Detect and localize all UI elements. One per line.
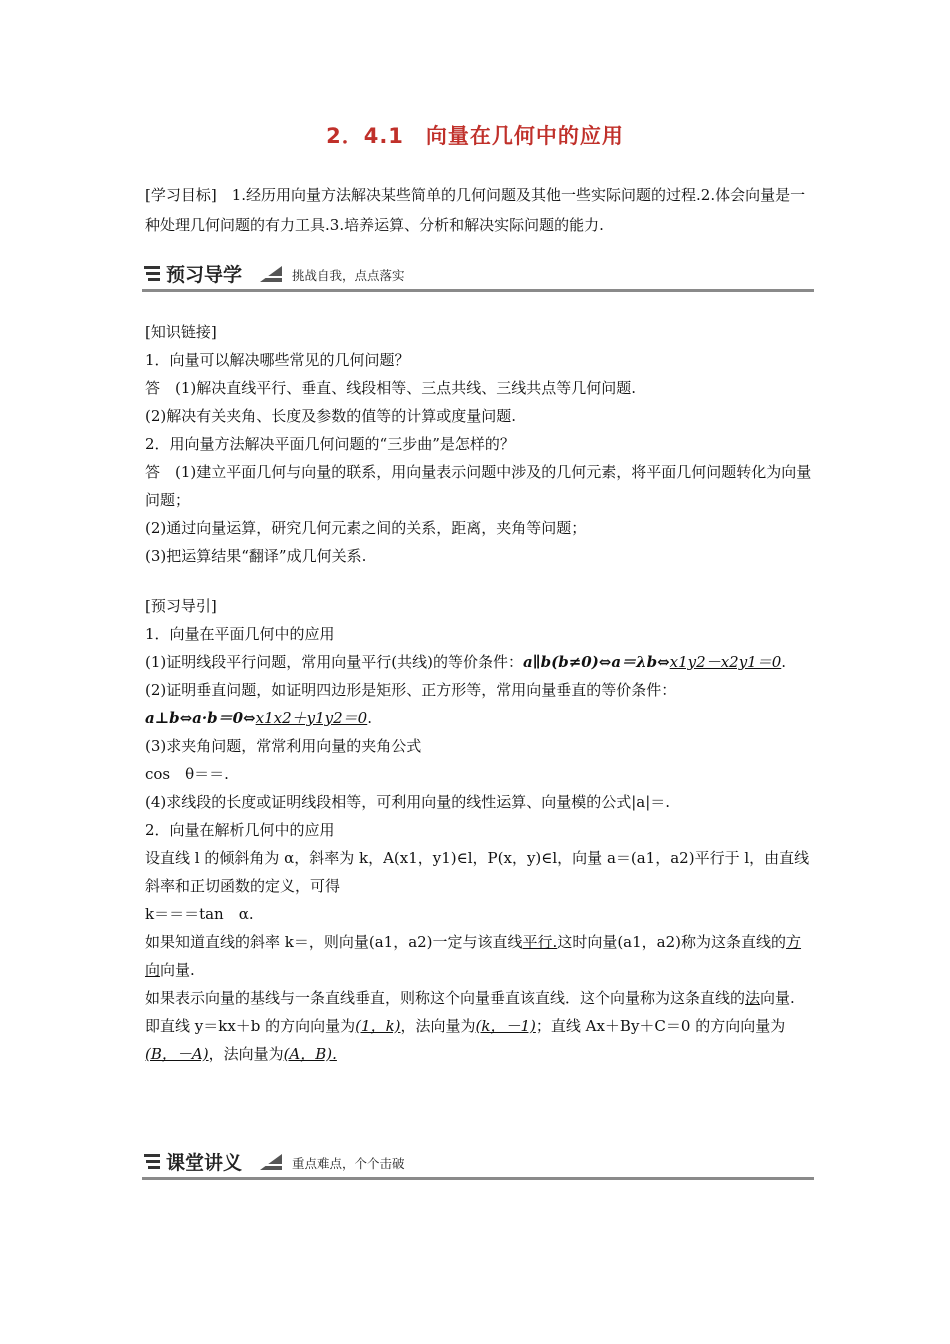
angle-formula: cos θ＝＝.: [145, 765, 229, 783]
question-1: 1．向量可以解决哪些常见的几何问题？: [145, 351, 410, 369]
banner-stripes-icon: [144, 264, 162, 284]
section-subtitle: 重点难点，个个击破: [292, 1156, 405, 1171]
preview-section-2: 2．向量在解析几何中的应用: [145, 821, 335, 839]
question-2: 2．用向量方法解决平面几何问题的“三步曲”是怎样的？: [145, 435, 515, 453]
section-subtitle: 挑战自我，点点落实: [292, 268, 405, 283]
knowledge-label: [知识链接]: [145, 323, 217, 341]
banner-wedge-icon: [260, 266, 282, 282]
angle-formula-text: (3)求夹角问题，常常利用向量的夹角公式: [145, 737, 422, 755]
preview-section-1: 1．向量在平面几何中的应用: [145, 625, 335, 643]
length-formula: (4)求线段的长度或证明线段相等，可利用向量的线性运算、向量模的公式|a|＝.: [145, 793, 671, 811]
banner-wedge-icon: [260, 1154, 282, 1170]
banner-rule: [142, 289, 814, 292]
answer-2-part-2: (2)通过向量运算，研究几何元素之间的关系，距离，夹角等问题；: [145, 519, 587, 537]
parallel-condition: (1)证明线段平行问题，常用向量平行(共线)的等价条件：a∥b(b≠0)⇔a＝λb⇔x1y2－x2y1＝0.: [145, 653, 787, 671]
perpendicular-condition-text: (2)证明垂直问题，如证明四边形是矩形、正方形等，常用向量垂直的等价条件：: [145, 681, 677, 699]
slope-formula: k＝＝＝tan α.: [145, 905, 254, 923]
learning-objectives: [学习目标] 1.经历用向量方法解决某些简单的几何问题及其他一些实际问题的过程.2.体会向量是一种处理几何问题的有力工具.3.培养运算、分析和解决实际问题的能力.: [145, 186, 806, 234]
section-heading: 课堂讲义: [166, 1152, 243, 1174]
line-setup: 设直线 l 的倾斜角为 α，斜率为 k，A(x1，y1)∈l，P(x，y)∈l，向量 a＝(a1，a2)平行于 l，由直线斜率和正切函数的定义，可得: [145, 849, 810, 895]
direction-vector-text: 如果知道直线的斜率 k＝，则向量(a1，a2)一定与该直线平行.这时向量(a1，a2)称为这条直线的方向向量.: [145, 933, 802, 979]
banner-stripes-icon: [144, 1152, 162, 1172]
preview-label: [预习导引]: [145, 597, 217, 615]
answer-2-part-1: 答 (1)建立平面几何与向量的联系，用向量表示问题中涉及的几何元素，将平面几何问题转化为向量问题；: [145, 463, 812, 509]
normal-vector-text: 如果表示向量的基线与一条直线垂直，则称这个向量垂直该直线．这个向量称为这条直线的法向量.: [145, 989, 795, 1007]
answer-1-part-1: 答 (1)解决直线平行、垂直、线段相等、三点共线、三线共点等几何问题.: [145, 379, 637, 397]
section-heading: 预习导学: [166, 264, 243, 286]
banner-rule: [142, 1177, 814, 1180]
section-banner-preview: [142, 258, 814, 292]
answer-2-part-3: (3)把运算结果“翻译”成几何关系.: [145, 547, 367, 565]
knowledge-link-block: [145, 318, 815, 1068]
perpendicular-condition: a⊥b⇔a·b＝0⇔x1x2＋y1y2＝0.: [145, 709, 372, 727]
line-vectors-text: 即直线 y＝kx＋b 的方向向量为(1，k)，法向量为(k，－1)；直线 Ax＋By＋C＝0 的方向向量为(B，－A)，法向量为(A，B).: [145, 1017, 786, 1063]
answer-1-part-2: (2)解决有关夹角、长度及参数的值等的计算或度量问题.: [145, 407, 517, 425]
section-banner-lecture: [142, 1146, 814, 1180]
page-title: 2．4.1 向量在几何中的应用: [326, 124, 624, 148]
